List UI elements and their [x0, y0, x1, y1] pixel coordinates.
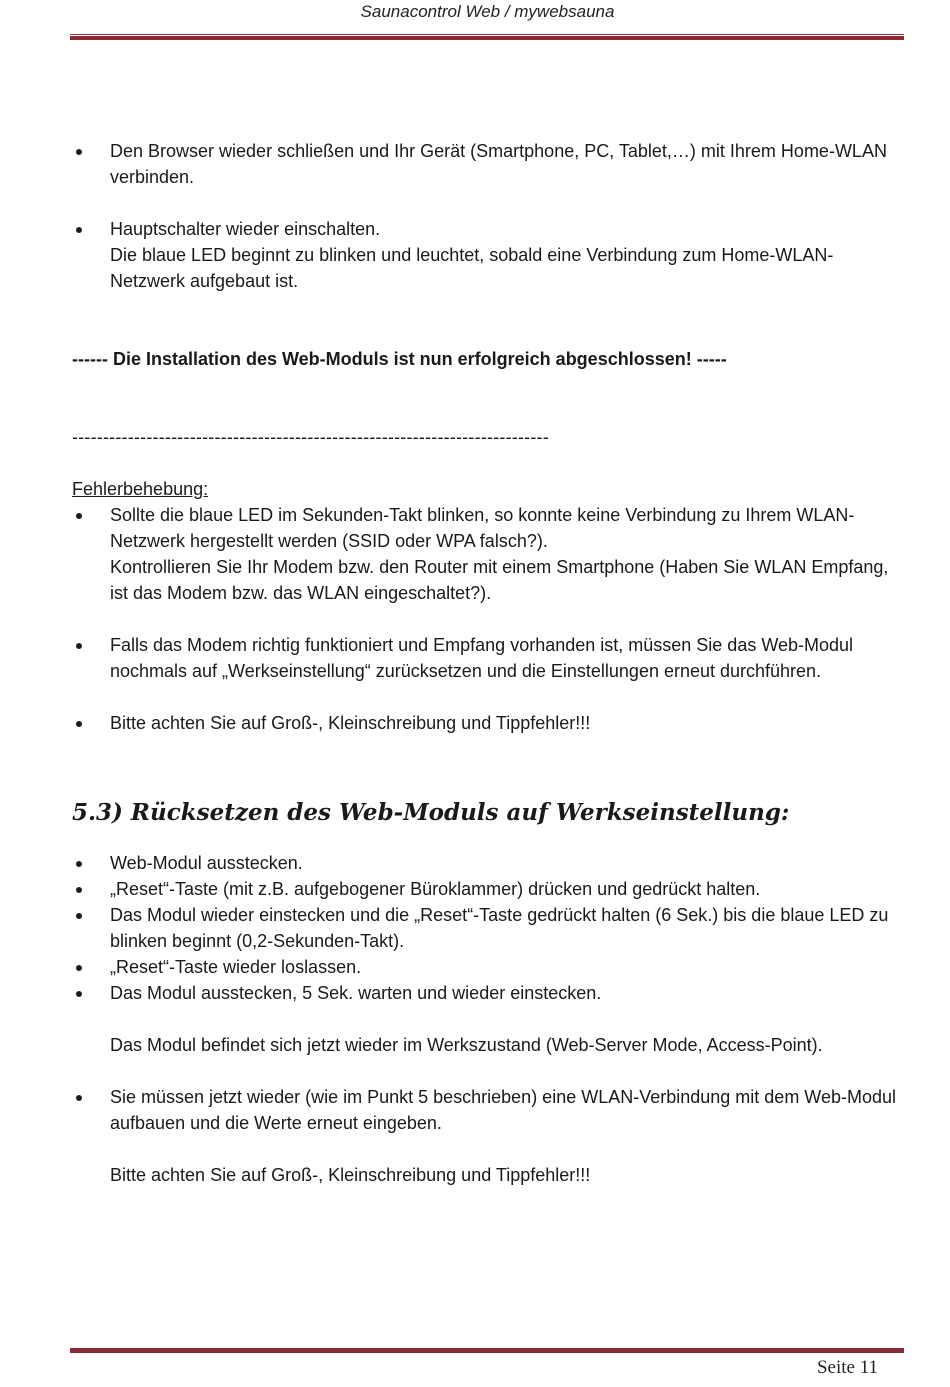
header-rule — [70, 34, 904, 40]
page-number: Seite 11 — [816, 1357, 878, 1378]
reset-step: „Reset“-Taste (mit z.B. aufgebogener Büroklammer) drücken und gedrückt halten. — [72, 876, 902, 902]
reset-step: Das Modul ausstecken, 5 Sek. warten und wieder einstecken. — [72, 980, 902, 1006]
intro-bullet-mainswitch — [72, 216, 902, 294]
factory-state-note: Das Modul befindet sich jetzt wieder im Werkszustand (Web-Server Mode, Access-Point). — [110, 1035, 823, 1055]
separator-line: ----------------------------------------------------------------------------- — [72, 427, 549, 447]
troubleshooting-bullet-led: Sollte die blaue LED im Sekunden-Takt blinken, so konnte keine Verbindung zu Ihrem WLAN-Netzwerk hergestellt werden (SSID oder WPA falsch?). Kontrollieren Sie Ihr Modem bzw. den Router mit einem Smartphone (Haben Sie WLAN Empfang, ist das Modem bzw. das WLAN eingeschaltet?). — [72, 502, 902, 606]
reset-section-heading: 5.3) Rücksetzen des Web-Moduls auf Werkseinstellung: — [72, 799, 790, 826]
footer-rule — [70, 1347, 904, 1353]
troubleshooting-bullet-reset: Falls das Modem richtig funktioniert und Empfang vorhanden ist, müssen Sie das Web-Modul nochmals auf „Werkseinstellung“ zurücksetzen und die Einstellungen erneut durchführen. — [72, 632, 902, 684]
completion-message: ------ Die Installation des Web-Moduls ist nun erfolgreich abgeschlossen! ----- — [72, 349, 727, 369]
reset-step: Web-Modul ausstecken. — [72, 850, 902, 876]
reconnect-bullet: Sie müssen jetzt wieder (wie im Punkt 5 beschrieben) eine WLAN-Verbindung mit dem Web-Modul aufbauen und die Werte erneut eingeben. — [72, 1084, 902, 1136]
intro-bullet-browser: Den Browser wieder schließen und Ihr Gerät (Smartphone, PC, Tablet,…) mit Ihrem Home-WLAN verbinden. — [72, 138, 902, 190]
reset-step: Das Modul wieder einstecken und die „Reset“-Taste gedrückt halten (6 Sek.) bis die blaue LED zu blinken beginnt (0,2-Sekunden-Takt). — [72, 902, 902, 954]
troubleshooting-bullet-typos: Bitte achten Sie auf Groß-, Kleinschreibung und Tippfehler!!! — [72, 710, 902, 736]
document-body — [72, 138, 902, 1188]
reset-step: „Reset“-Taste wieder loslassen. — [72, 954, 902, 980]
final-typo-note: Bitte achten Sie auf Groß-, Kleinschreibung und Tippfehler!!! — [110, 1165, 591, 1185]
troubleshooting-heading: Fehlerbehebung: — [72, 479, 209, 499]
page-header-title: Saunacontrol Web / mywebsauna — [360, 2, 615, 21]
mainswitch-line: Hauptschalter wieder einschalten. Die blaue LED beginnt zu blinken und leuchtet, sobald eine Verbindung zum Home-WLAN-Netzwerk aufgebaut ist. — [110, 219, 834, 291]
